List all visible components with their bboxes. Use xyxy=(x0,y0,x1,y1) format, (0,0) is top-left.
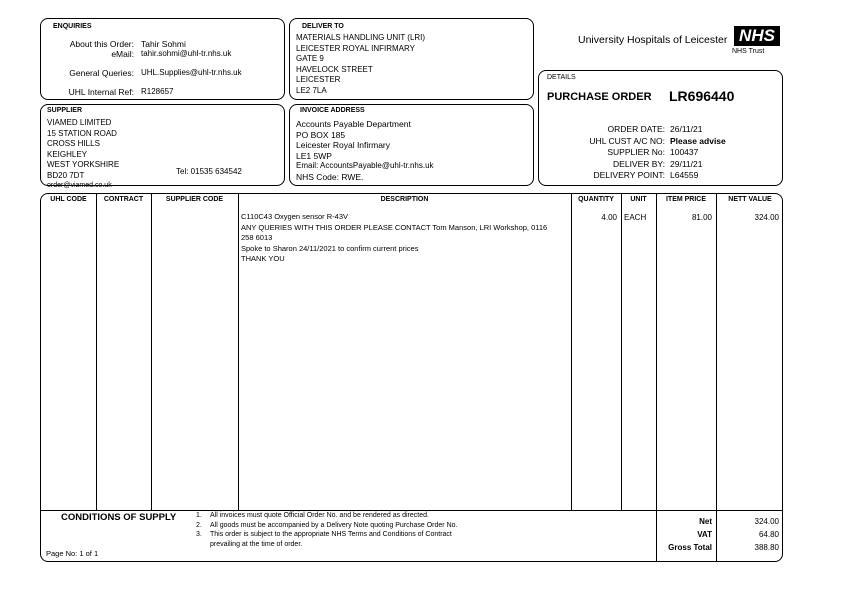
email-value[interactable]: tahir.sohmi@uhl-tr.nhs.uk xyxy=(141,49,232,58)
supplier-no-label: SUPPLIER No: xyxy=(607,147,665,157)
org-sub: NHS Trust xyxy=(732,48,765,55)
address-line: Accounts Payable Department xyxy=(296,119,411,129)
description-line: THANK YOU xyxy=(241,254,285,263)
header-contract: CONTRACT xyxy=(103,196,144,203)
conditions-list xyxy=(196,511,457,549)
cust-ac-label: UHL CUST A/C NO: xyxy=(589,135,665,146)
condition-number: 2. xyxy=(196,521,202,529)
cust-ac-value: Please advise xyxy=(670,135,726,146)
condition-text: All invoices must quote Official Order No. and be rendered as directed. xyxy=(210,512,429,519)
address-line: LEICESTER ROYAL INFIRMARY xyxy=(296,43,415,53)
address-line: WEST YORKSHIRE xyxy=(47,160,120,169)
item-price-cell: 81.00 xyxy=(691,213,712,222)
address-line: Leicester Royal Infirmary xyxy=(296,140,391,150)
description-line: 258 6013 xyxy=(241,233,273,242)
email-label: eMail: xyxy=(111,49,134,59)
vat-value: 64.80 xyxy=(758,530,779,539)
condition-item xyxy=(196,540,457,550)
header-description: DESCRIPTION xyxy=(380,196,429,203)
supplier-address xyxy=(47,118,119,192)
address-line: VIAMED LIMITED xyxy=(47,118,112,127)
condition-item xyxy=(196,530,457,540)
address-line: 15 STATION ROAD xyxy=(47,128,117,138)
nett-value-cell: 324.00 xyxy=(754,213,779,222)
supplier-no-value: 100437 xyxy=(670,147,699,157)
invoice-box xyxy=(289,104,534,186)
condition-item xyxy=(196,511,457,521)
order-lines-table xyxy=(40,193,783,511)
invoice-email[interactable]: Email: AccountsPayable@uhl-tr.nhs.uk xyxy=(296,161,434,170)
header-supplier-code: SUPPLIER CODE xyxy=(165,196,224,203)
details-box xyxy=(538,70,783,186)
header-nett-value: NETT VALUE xyxy=(728,196,772,203)
deliver-by-value: 29/11/21 xyxy=(670,158,703,169)
deliver-by-label: DELIVER BY: xyxy=(613,158,665,169)
condition-text: prevailing at the time of order. xyxy=(210,540,303,548)
deliver-address xyxy=(296,33,425,96)
order-date-value: 26/11/21 xyxy=(670,124,703,134)
about-label: About this Order: xyxy=(69,39,134,49)
quantity-cell: 4.00 xyxy=(601,213,617,222)
deliver-heading: DELIVER TO xyxy=(302,23,344,30)
address-line: CROSS HILLS xyxy=(47,139,100,148)
ref-label: UHL Internal Ref: xyxy=(68,87,134,97)
totals-labels xyxy=(656,515,712,554)
address-line: LE2 7LA xyxy=(296,85,327,95)
enquiries-box xyxy=(40,18,285,100)
conditions-heading: CONDITIONS OF SUPPLY xyxy=(61,512,177,523)
address-line: KEIGHLEY xyxy=(47,149,88,159)
enquiries-heading: ENQUIRIES xyxy=(53,23,92,30)
supplier-tel: Tel: 01535 634542 xyxy=(176,167,242,176)
address-line: LE1 5WP xyxy=(296,150,332,161)
general-label: General Queries: xyxy=(69,68,134,78)
invoice-heading: INVOICE ADDRESS xyxy=(300,107,365,114)
address-line: NHS Code: RWE. xyxy=(296,171,364,182)
order-date-label: ORDER DATE: xyxy=(607,124,665,134)
supplier-email[interactable]: order@viamed.co.uk xyxy=(47,182,112,189)
condition-number: 1. xyxy=(196,512,202,519)
address-line: LEICESTER xyxy=(296,75,341,84)
supplier-box xyxy=(40,104,285,189)
description-line: ANY QUERIES WITH THIS ORDER PLEASE CONTACT Tom Manson, LRI Workshop, 0116 xyxy=(241,222,548,232)
org-name: University Hospitals of Leicester xyxy=(578,34,728,46)
footer-box xyxy=(40,510,783,562)
address-line: GATE 9 xyxy=(296,54,324,63)
condition-text: All goods must be accompanied by a Delivery Note quoting Purchase Order No. xyxy=(210,521,458,529)
nhs-logo: NHS xyxy=(734,26,780,46)
about-value: Tahir Sohmi xyxy=(141,39,186,49)
unit-cell: EACH xyxy=(624,213,647,222)
net-value: 324.00 xyxy=(754,517,779,526)
page-number: Page No: 1 of 1 xyxy=(46,549,99,558)
vat-label: VAT xyxy=(697,530,712,539)
header-quantity: QUANTITY xyxy=(578,196,614,203)
condition-number: 3. xyxy=(196,531,202,538)
gross-value: 388.80 xyxy=(754,543,779,552)
totals-values xyxy=(716,515,779,554)
supplier-heading: SUPPLIER xyxy=(47,107,83,114)
invoice-address xyxy=(296,119,434,182)
general-value[interactable]: UHL.Supplies@uhl-tr.nhs.uk xyxy=(141,68,242,77)
header-unit: UNIT xyxy=(630,196,647,203)
po-label: PURCHASE ORDER xyxy=(547,91,652,103)
header-item-price: ITEM PRICE xyxy=(665,196,707,203)
address-line: BD20 7DT xyxy=(47,170,85,180)
delivery-point-label: DELIVERY POINT: xyxy=(593,170,665,180)
address-line: MATERIALS HANDLING UNIT (LRI) xyxy=(296,33,426,42)
deliver-to-box xyxy=(289,18,534,100)
description-cell xyxy=(241,212,547,265)
ref-value: R128657 xyxy=(141,87,174,96)
gross-label: Gross Total xyxy=(668,543,712,552)
description-line: Spoke to Sharon 24/11/2021 to confirm current prices xyxy=(241,243,419,253)
po-number: LR696440 xyxy=(669,88,735,104)
address-line: HAVELOCK STREET xyxy=(296,64,373,74)
details-heading: DETAILS xyxy=(547,74,576,81)
delivery-point-value: L64559 xyxy=(670,170,699,180)
details-values xyxy=(670,124,726,182)
address-line: PO BOX 185 xyxy=(296,129,346,140)
net-label: Net xyxy=(699,517,712,526)
description-line: C110C43 Oxygen sensor R-43V xyxy=(241,212,348,221)
header-uhl-code: UHL CODE xyxy=(50,196,87,203)
details-labels xyxy=(589,124,665,182)
condition-text: This order is subject to the appropriate NHS Terms and Conditions of Contract xyxy=(210,531,452,538)
condition-item xyxy=(196,521,457,531)
